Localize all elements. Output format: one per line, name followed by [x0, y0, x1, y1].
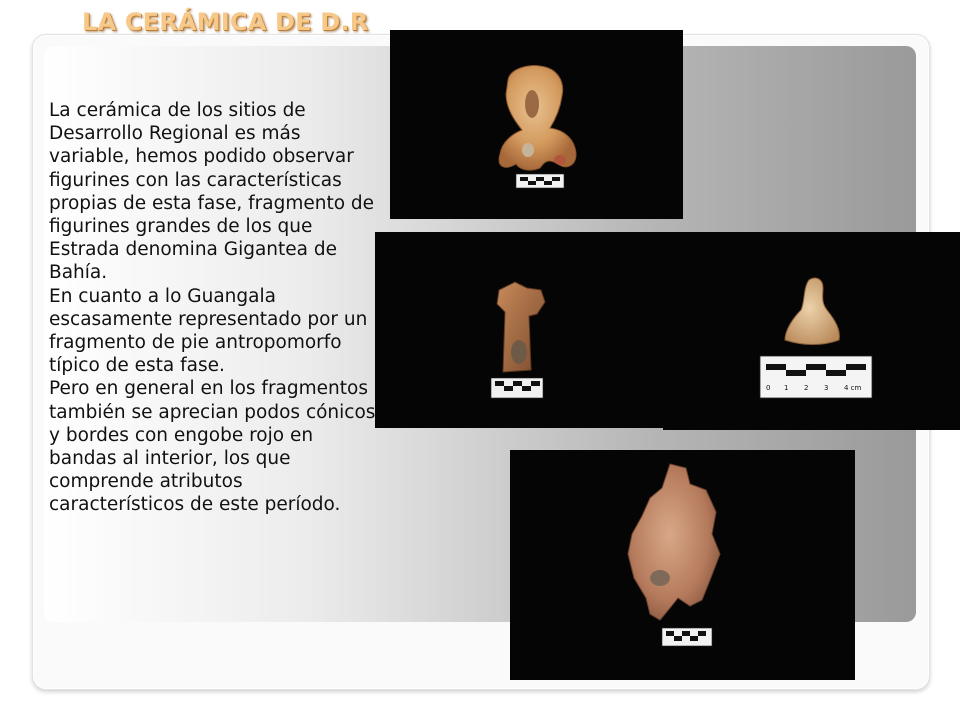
photo-figurine-fragment: [375, 232, 667, 428]
scale-label-1: 1: [784, 384, 789, 392]
scale-label-0: 0: [766, 384, 771, 392]
photo-ceramic-fragment: [510, 450, 855, 680]
body-text: [49, 99, 379, 517]
conical-foot-image: [663, 232, 960, 430]
photo-figurine-head: [390, 30, 683, 219]
paragraph-guangala: En cuanto a lo Guangala escasamente representado por un fragmento de pie antropomorfo típico de esta fase.: [49, 285, 368, 377]
figurine-fragment-image: [375, 232, 667, 428]
slide-title: LA CERÁMICA DE D.R: [82, 8, 369, 36]
photo-conical-foot: [663, 232, 960, 430]
paragraph-fragmentos: Pero en general en los fragmentos también se aprecian podos cónicos y bordes con engobe rojo en bandas al interior, los que comprende atributos característicos de este período.: [49, 378, 376, 516]
figurine-head-image: [390, 30, 683, 219]
scale-label-2: 2: [804, 384, 809, 392]
paragraph-desarrollo-regional: La cerámica de los sitios de Desarrollo Regional es más variable, hemos podido observar figurines con las características propias de esta fase, fragmento de figurines grandes de los que Estrada denomina Gigantea de Bahía.: [49, 100, 375, 284]
scale-label-4: 4 cm: [844, 384, 862, 392]
scale-label-3: 3: [824, 384, 829, 392]
ceramic-fragment-image: [510, 450, 855, 680]
